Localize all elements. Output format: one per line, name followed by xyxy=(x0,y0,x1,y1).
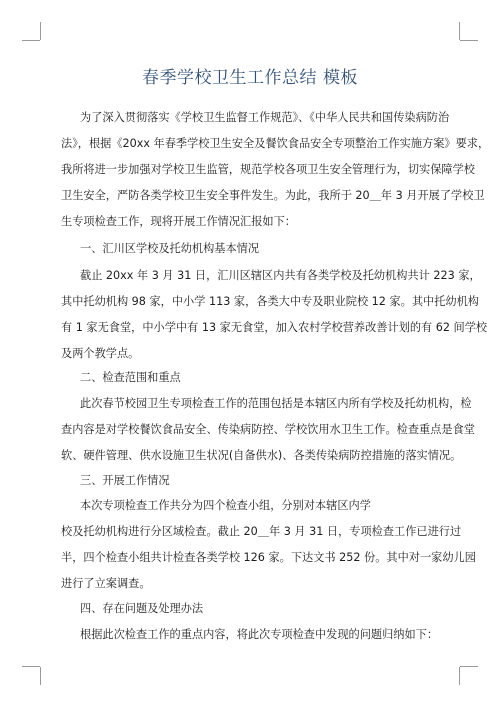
crop-mark-top-right xyxy=(459,22,460,40)
body-line: 此次春节校园卫生专项检查工作的范围包括是本辖区内所有学校及托幼机构，检 xyxy=(80,397,472,410)
section-heading: 四、存在问题及处理办法 xyxy=(80,602,204,615)
body-line: 其中托幼机构 98 家，中小学 113 家，各类大中专及职业院校 12 家。其中托幼机构 xyxy=(61,295,479,308)
body-line: 进行了立案调查。 xyxy=(61,577,151,590)
crop-mark-top-left xyxy=(40,22,41,40)
body-line: 法》，根据《20xx 年春季学校卫生安全及餐饮食品安全专项整治工作实施方案》要求， xyxy=(61,137,490,150)
body-line: 及两个教学点。 xyxy=(61,347,140,360)
section-heading: 一、汇川区学校及托幼机构基本情况 xyxy=(80,242,260,255)
crop-mark-bottom-left xyxy=(22,666,40,667)
section-heading: 二、检查范围和重点 xyxy=(80,371,181,384)
body-line: 卫生安全，严防各类学校卫生安全事件发生。为此，我所于 20＿年 3 月开展了学校卫 xyxy=(61,189,485,202)
body-line: 根据此次检查工作的重点内容，将此次专项检查中发现的问题归纳如下： xyxy=(80,628,439,641)
crop-mark-top-right xyxy=(460,40,478,41)
body-line: 我所将进一步加强对学校卫生监管，规范学校各项卫生安全管理行为，切实保障学校 xyxy=(61,163,475,176)
body-line: 查内容是对学校餐饮食品安全、传染病防控、学校饮用水卫生工作。检查重点是食堂 xyxy=(61,423,475,436)
body-line: 生专项检查工作，现将开展工作情况汇报如下： xyxy=(61,215,296,228)
body-line: 软、硬件管理、供水设施卫生状况(自备供水)、各类传染病防控措施的落实情况。 xyxy=(61,449,462,462)
body-line: 有 1 家无食堂，中小学中有 13 家无食堂，加入农村学校营养改善计划的有 62 间学校 xyxy=(61,321,488,334)
crop-mark-top-left xyxy=(22,40,40,41)
document-title: 春季学校卫生工作总结 模板 xyxy=(142,68,358,88)
crop-mark-bottom-right xyxy=(460,666,478,667)
crop-mark-bottom-left xyxy=(40,667,41,685)
crop-mark-bottom-right xyxy=(459,667,460,685)
body-line: 本次专项检查工作共分为四个检查小组，分别对本辖区内学 xyxy=(80,499,371,512)
body-line: 截止 20xx 年 3 月 31 日，汇川区辖区内共有各类学校及托幼机构共计 223 家， xyxy=(80,269,481,282)
body-line: 为了深入贯彻落实《学校卫生监督工作规范》、《中华人民共和国传染病防治 xyxy=(80,111,450,124)
section-heading: 三、开展工作情况 xyxy=(80,474,170,487)
body-line: 半，四个检查小组共计检查各类学校 126 家。下达文书 252 份。其中对一家幼儿园 xyxy=(61,551,476,564)
body-line: 校及托幼机构进行分区域检查。截止 20＿年 3 月 31 日，专项检查工作已进行过 xyxy=(61,525,462,538)
